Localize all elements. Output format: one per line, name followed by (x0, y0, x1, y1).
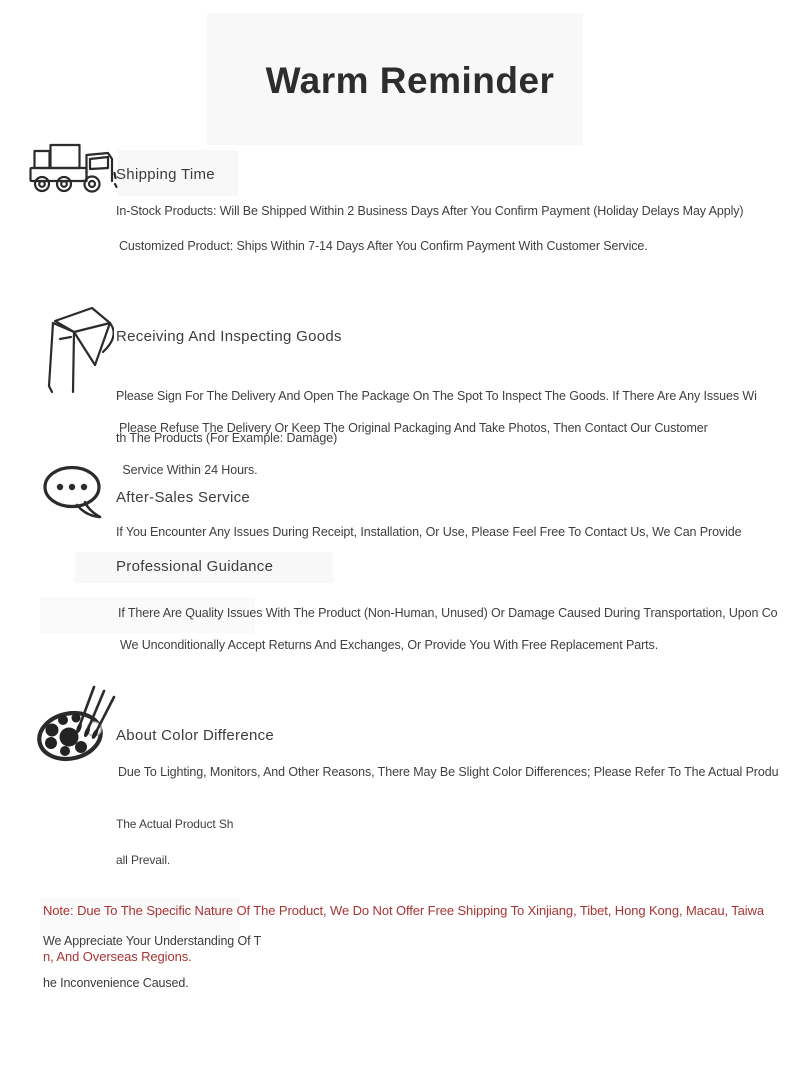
appreciation-note (43, 906, 261, 1018)
after-sales-heading: After-Sales Service (116, 489, 251, 506)
after-sales-returns-text: We Unconditionally Accept Returns And Exchanges, Or Provide You With Free Replacement Parts. (120, 638, 659, 652)
text-line: he Inconvenience Caused. (43, 976, 189, 990)
truck-icon (28, 139, 118, 193)
after-sales-quality-text: If There Are Quality Issues With The Product (Non-Human, Unused) Or Damage Caused During Transportation, Upon Co (118, 606, 778, 620)
chat-bubble-icon (42, 465, 108, 521)
color-difference-lighting-text: Due To Lighting, Monitors, And Other Reasons, There May Be Slight Color Differences; Please Refer To The Actual Produ (118, 765, 779, 779)
text-line: We Appreciate Your Understanding Of T (43, 934, 262, 948)
text-line: Please Refuse The Delivery Or Keep The Original Packaging And Take Photos, Then Contact Our Customer (119, 420, 708, 435)
page-title: Warm Reminder (265, 60, 555, 101)
open-box-icon (40, 302, 114, 394)
text-line: Note: Due To The Specific Nature Of The Product, We Do Not Offer Free Shipping To Xinjiang, Tibet, Hong Kong, Macau, Taiwa (43, 903, 765, 919)
after-sales-contact-text: If You Encounter Any Issues During Receipt, Installation, Or Use, Please Feel Free To Contact Us, We Can Provide (116, 525, 742, 539)
text-line: Please Sign For The Delivery And Open The Package On The Spot To Inspect The Goods. If There Are Any Issues Wi (116, 388, 757, 403)
professional-guidance-subheading: Professional Guidance (116, 558, 274, 575)
text-line: all Prevail. (116, 853, 171, 867)
shipping-customized-text: Customized Product: Ships Within 7-14 Days After You Confirm Payment With Customer Service. (119, 239, 648, 253)
receiving-goods-heading: Receiving And Inspecting Goods (116, 328, 342, 345)
text-line: The Actual Product Sh (116, 817, 234, 831)
color-difference-heading: About Color Difference (116, 727, 275, 744)
text-line: th The Products (For Example: Damage) (116, 431, 338, 446)
text-line: Service Within 24 Hours. (119, 463, 258, 478)
shipping-time-heading: Shipping Time (116, 166, 215, 183)
shipping-instock-text: In-Stock Products: Will Be Shipped Within 2 Business Days After You Confirm Payment (Holiday Delays May Apply) (116, 204, 744, 218)
paint-palette-icon (36, 684, 120, 764)
text-line: n, And Overseas Regions. (43, 949, 192, 965)
